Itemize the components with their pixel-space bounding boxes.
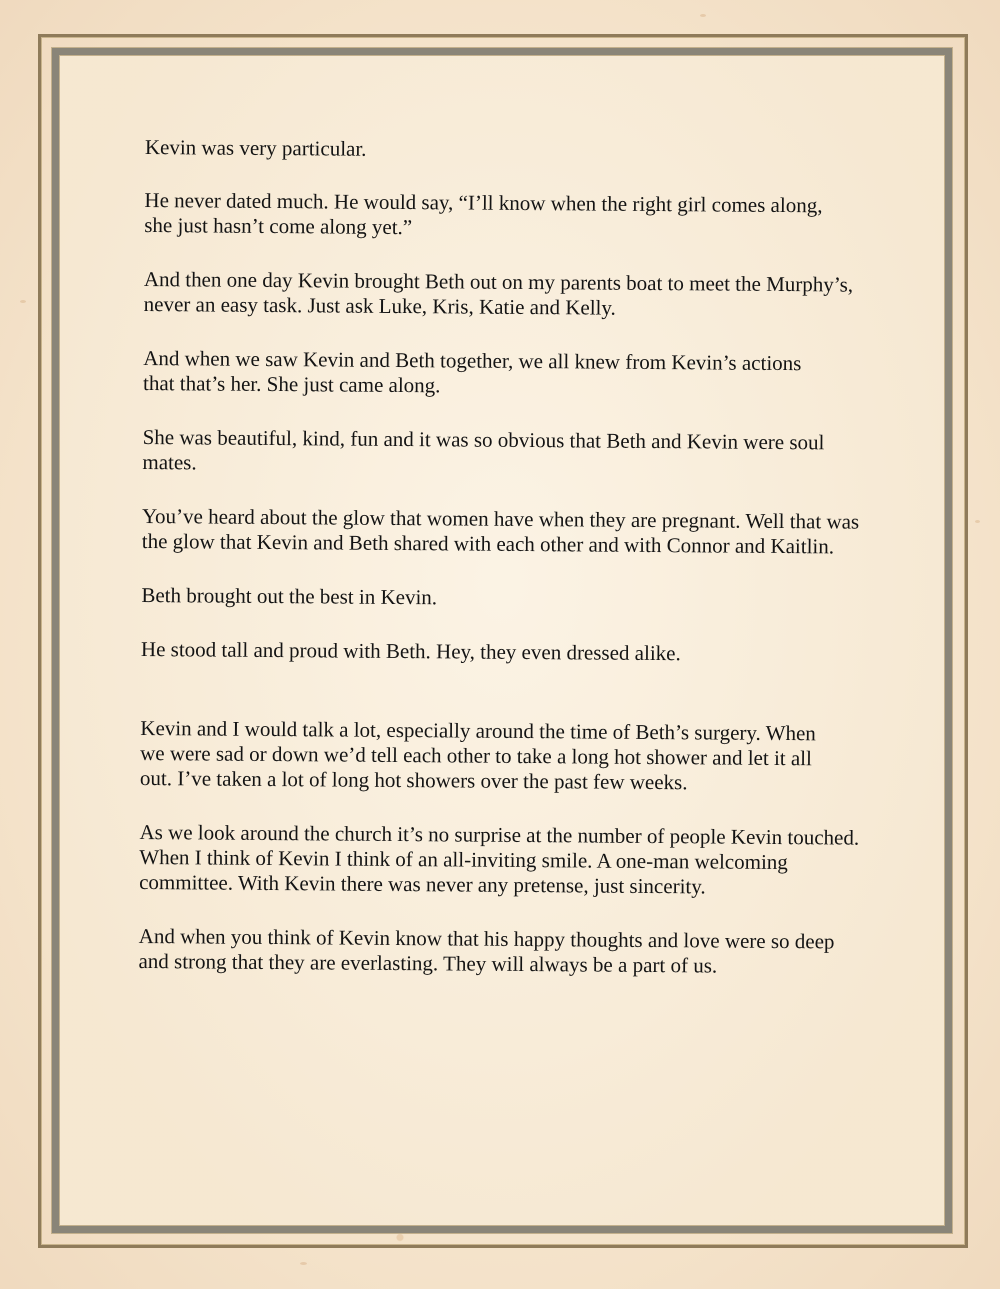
paragraph: Kevin was very particular. xyxy=(144,135,367,161)
paper-fiber xyxy=(700,14,706,17)
eulogy-text xyxy=(138,135,875,980)
paragraph: And then one day Kevin brought Beth out on my parents boat to meet the Murphy’s, never an easy task. Just ask Luke, Kris, Katie and Kelly. xyxy=(143,266,854,320)
paragraph: You’ve heard about the glow that women have when they are pregnant. Well that was the glow that Kevin and Beth shared with each other and with Connor and Kaitlin. xyxy=(141,503,860,559)
paper-fiber xyxy=(975,520,980,523)
paragraph: And when we saw Kevin and Beth together, we all knew from Kevin’s actions that that’s her. She just came along. xyxy=(142,345,802,398)
paragraph: Kevin and I would talk a lot, especially around the time of Beth’s surgery. When we were sad or down we’d tell each other to take a long hot shower and let it all out. I’ve taken a lot of long hot showers over the past few weeks. xyxy=(139,715,816,795)
paragraph: He stood tall and proud with Beth. Hey, they even dressed alike. xyxy=(140,636,681,666)
paper-fiber xyxy=(300,1262,307,1265)
paragraph: He never dated much. He would say, “I’ll know when the right girl comes along, she just hasn’t come along yet.” xyxy=(144,187,823,240)
paragraph: She was beautiful, kind, fun and it was so obvious that Beth and Kevin were soul mates. xyxy=(142,424,825,475)
paper-fiber xyxy=(20,300,26,303)
paragraph: As we look around the church it’s no surprise at the number of people Kevin touched. When I think of Kevin I think of an all-inviting smile. A one-man welcoming committee. With Kevin there was never any pretense, just sincerity. xyxy=(139,819,860,899)
paragraph: Beth brought out the best in Kevin. xyxy=(141,582,438,610)
paragraph: And when you think of Kevin know that his happy thoughts and love were so deep and strong that they are everlasting. They will always be a part of us. xyxy=(138,923,835,978)
